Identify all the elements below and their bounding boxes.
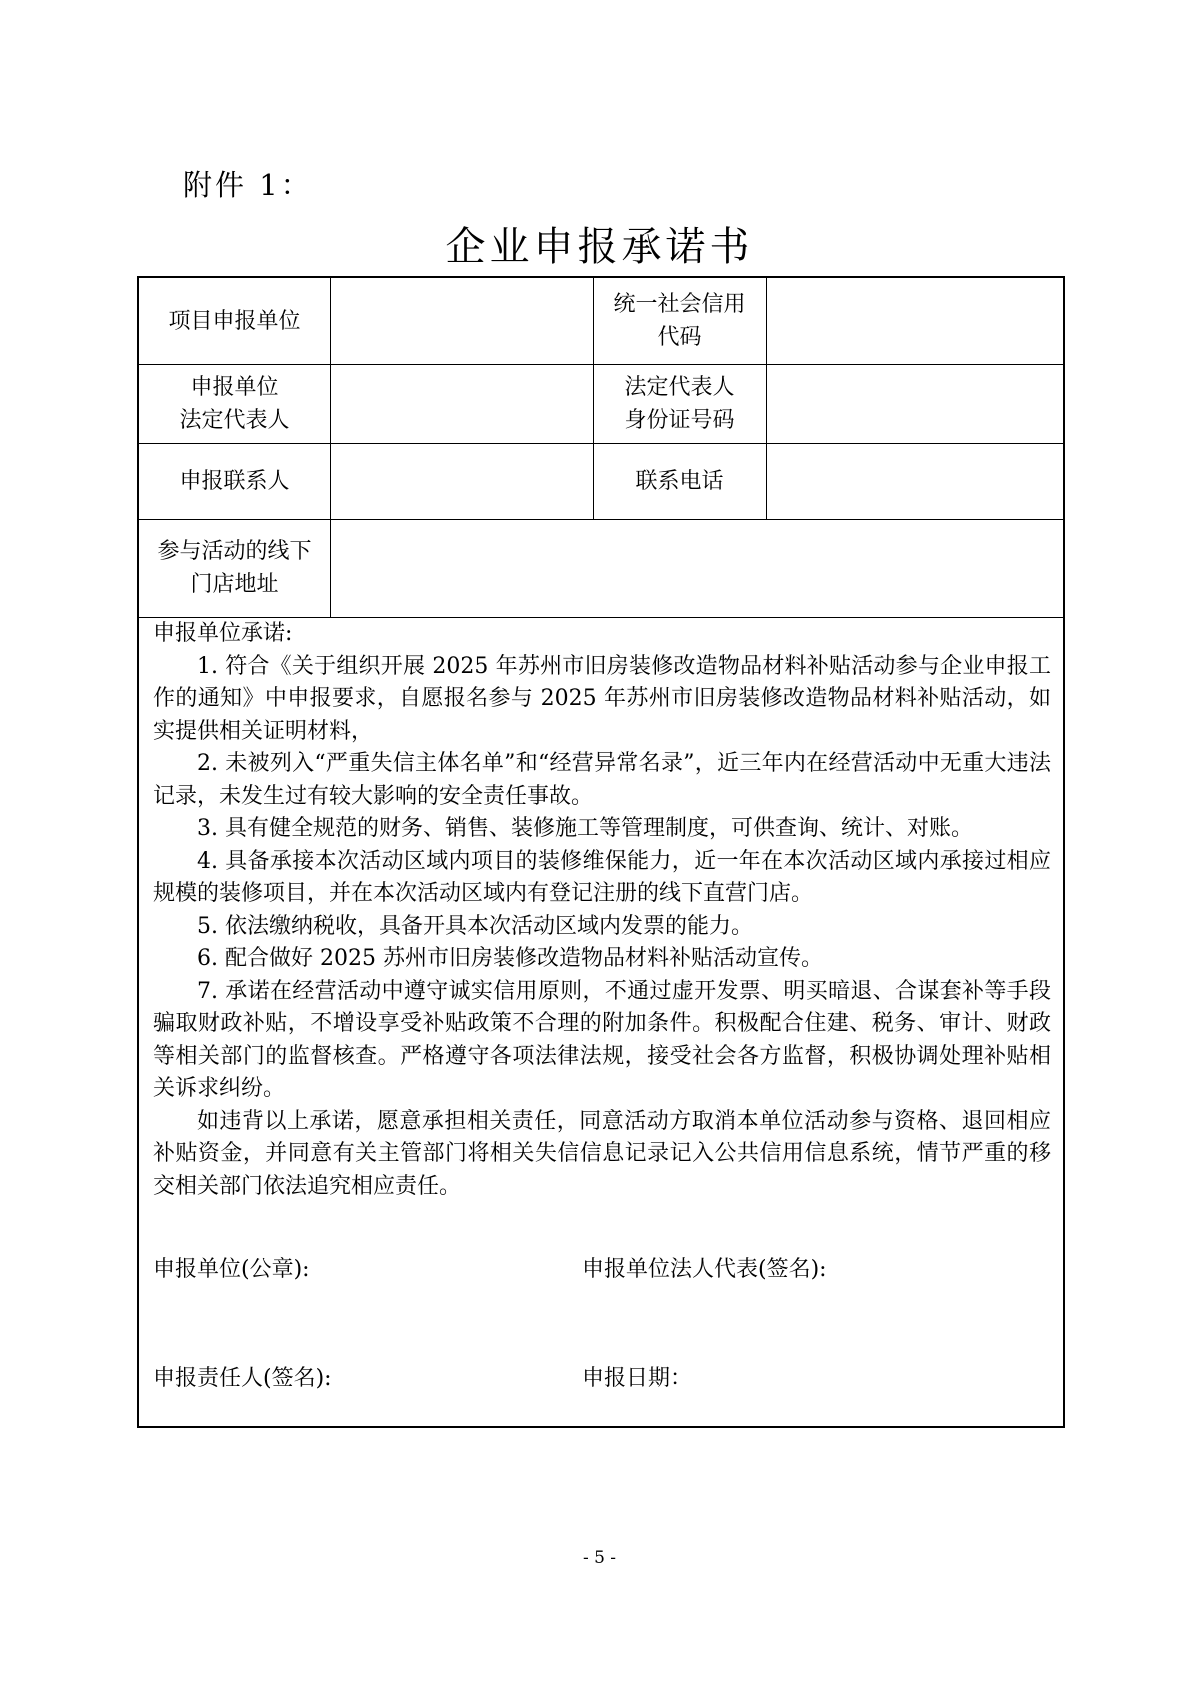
label-legal-representative: 申报单位 法定代表人 bbox=[179, 374, 290, 433]
field-phone[interactable] bbox=[766, 443, 1063, 519]
label-credit-code: 统一社会信用 代码 bbox=[613, 292, 746, 350]
seal-label: 申报单位(公章): bbox=[153, 1257, 310, 1282]
commitment-heading: 申报单位承诺: bbox=[153, 621, 293, 646]
declaration-form bbox=[137, 276, 1065, 1428]
commitment-item: 4. 具备承接本次活动区域内项目的装修维保能力，近一年在本次活动区域内承接过相应规模的装修项目，并在本次活动区域内有登记注册的线下直营门店。 bbox=[153, 848, 1051, 906]
responsible-signature-label: 申报责任人(签名): bbox=[153, 1366, 332, 1391]
legal-rep-signature-label: 申报单位法人代表(签名): bbox=[582, 1257, 827, 1282]
label-applicant-unit: 项目申报单位 bbox=[168, 308, 301, 334]
field-id-number[interactable] bbox=[766, 364, 1063, 443]
commitment-item: 7. 承诺在经营活动中遵守诚实信用原则，不通过虚开发票、明买暗退、合谋套补等手段骗取财政补贴，不增设享受补贴政策不合理的附加条件。积极配合住建、税务、审计、财政等相关部门的监督核查。严格遵守各项法律法规，接受社会各方监督，积极协调处理补贴相关诉求纠纷。 bbox=[153, 978, 1051, 1101]
commitment-closing: 如违背以上承诺，愿意承担相关责任，同意活动方取消本单位活动参与资格、退回相应补贴资金，并同意有关主管部门将相关失信信息记录记入公共信用信息系统，情节严重的移交相关部门依法追究相应责任。 bbox=[153, 1108, 1051, 1199]
label-store-address: 参与活动的线下 门店地址 bbox=[157, 539, 312, 597]
commitment-item: 5. 依法缴纳税收，具备开具本次活动区域内发票的能力。 bbox=[197, 913, 753, 939]
commitment-item: 6. 配合做好 2025 苏州市旧房装修改造物品材料补贴活动宣传。 bbox=[197, 946, 823, 971]
commitment-item: 3. 具有健全规范的财务、销售、装修施工等管理制度，可供查询、统计、对账。 bbox=[197, 816, 973, 841]
date-label: 申报日期： bbox=[582, 1366, 693, 1391]
page-number: - 5 - bbox=[582, 1548, 617, 1568]
field-legal-representative[interactable] bbox=[330, 364, 593, 443]
attachment-label: 附件 1： bbox=[183, 168, 313, 202]
label-id-number: 法定代表人 身份证号码 bbox=[624, 374, 735, 433]
label-contact-person: 申报联系人 bbox=[179, 468, 290, 494]
field-credit-code[interactable] bbox=[766, 278, 1063, 364]
commitment-item: 1. 符合《关于组织开展 2025 年苏州市旧房装修改造物品材料补贴活动参与企业申报工作的通知》中申报要求，自愿报名参与 2025 年苏州市旧房装修改造物品材料补贴活动，如实提供相关证明材料， bbox=[153, 653, 1051, 744]
field-contact-person[interactable] bbox=[330, 443, 593, 519]
document-title: 企业申报承诺书 bbox=[445, 224, 754, 270]
commitment-section bbox=[153, 618, 1051, 1203]
label-phone: 联系电话 bbox=[635, 468, 724, 494]
commitment-item: 2. 未被列入“严重失信主体名单”和“经营异常名录”，近三年内在经营活动中无重大违法记录，未发生过有较大影响的安全责任事故。 bbox=[153, 751, 1051, 809]
field-applicant-unit[interactable] bbox=[330, 278, 593, 364]
field-store-address[interactable] bbox=[330, 519, 1063, 617]
